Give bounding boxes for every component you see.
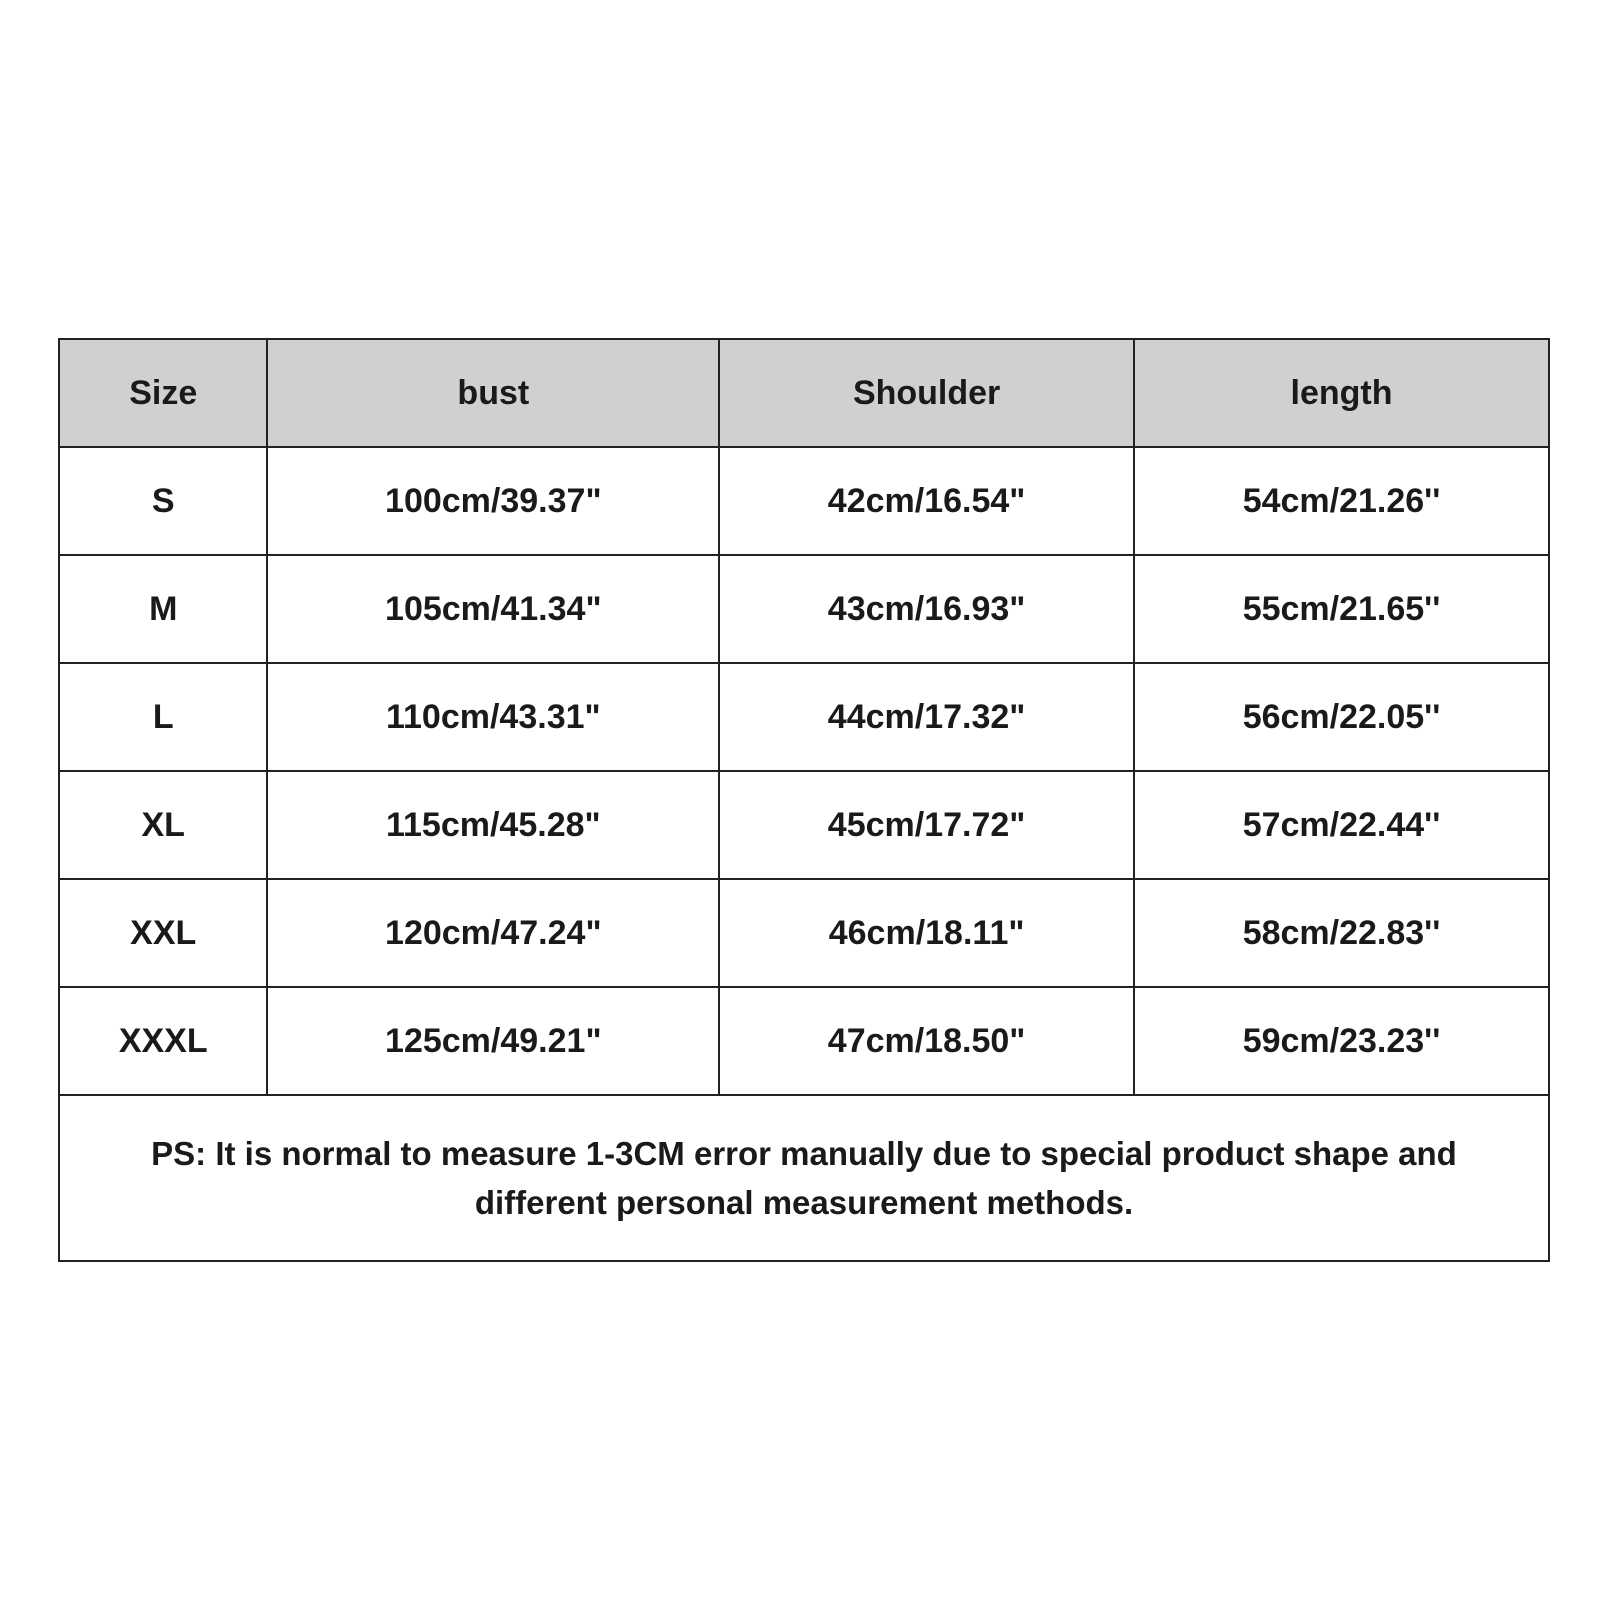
- cell-size: XXL: [59, 879, 267, 987]
- cell-bust: 105cm/41.34": [267, 555, 719, 663]
- table-row: [59, 663, 1549, 771]
- header-row: [59, 339, 1549, 447]
- table-row: [59, 447, 1549, 555]
- cell-bust: 115cm/45.28": [267, 771, 719, 879]
- cell-length: 54cm/21.26'': [1134, 447, 1549, 555]
- cell-bust: 100cm/39.37": [267, 447, 719, 555]
- table-row: [59, 987, 1549, 1095]
- cell-size: M: [59, 555, 267, 663]
- cell-shoulder: 44cm/17.32": [719, 663, 1134, 771]
- cell-length: 55cm/21.65'': [1134, 555, 1549, 663]
- header-shoulder: Shoulder: [719, 339, 1134, 447]
- cell-size: XL: [59, 771, 267, 879]
- table-row: [59, 771, 1549, 879]
- table-row: [59, 879, 1549, 987]
- table-row: [59, 555, 1549, 663]
- cell-shoulder: 42cm/16.54": [719, 447, 1134, 555]
- size-chart-table: [58, 338, 1550, 1262]
- header-bust: bust: [267, 339, 719, 447]
- cell-size: S: [59, 447, 267, 555]
- cell-bust: 125cm/49.21": [267, 987, 719, 1095]
- note-row: [59, 1095, 1549, 1261]
- header-size: Size: [59, 339, 267, 447]
- cell-size: XXXL: [59, 987, 267, 1095]
- cell-bust: 110cm/43.31": [267, 663, 719, 771]
- cell-length: 59cm/23.23'': [1134, 987, 1549, 1095]
- cell-shoulder: 45cm/17.72": [719, 771, 1134, 879]
- header-length: length: [1134, 339, 1549, 447]
- cell-bust: 120cm/47.24": [267, 879, 719, 987]
- cell-shoulder: 46cm/18.11": [719, 879, 1134, 987]
- cell-shoulder: 43cm/16.93": [719, 555, 1134, 663]
- measurement-note: PS: It is normal to measure 1-3CM error manually due to special product shape and different personal measurement methods.: [59, 1095, 1549, 1261]
- cell-length: 58cm/22.83'': [1134, 879, 1549, 987]
- cell-size: L: [59, 663, 267, 771]
- cell-length: 57cm/22.44'': [1134, 771, 1549, 879]
- cell-shoulder: 47cm/18.50": [719, 987, 1134, 1095]
- cell-length: 56cm/22.05'': [1134, 663, 1549, 771]
